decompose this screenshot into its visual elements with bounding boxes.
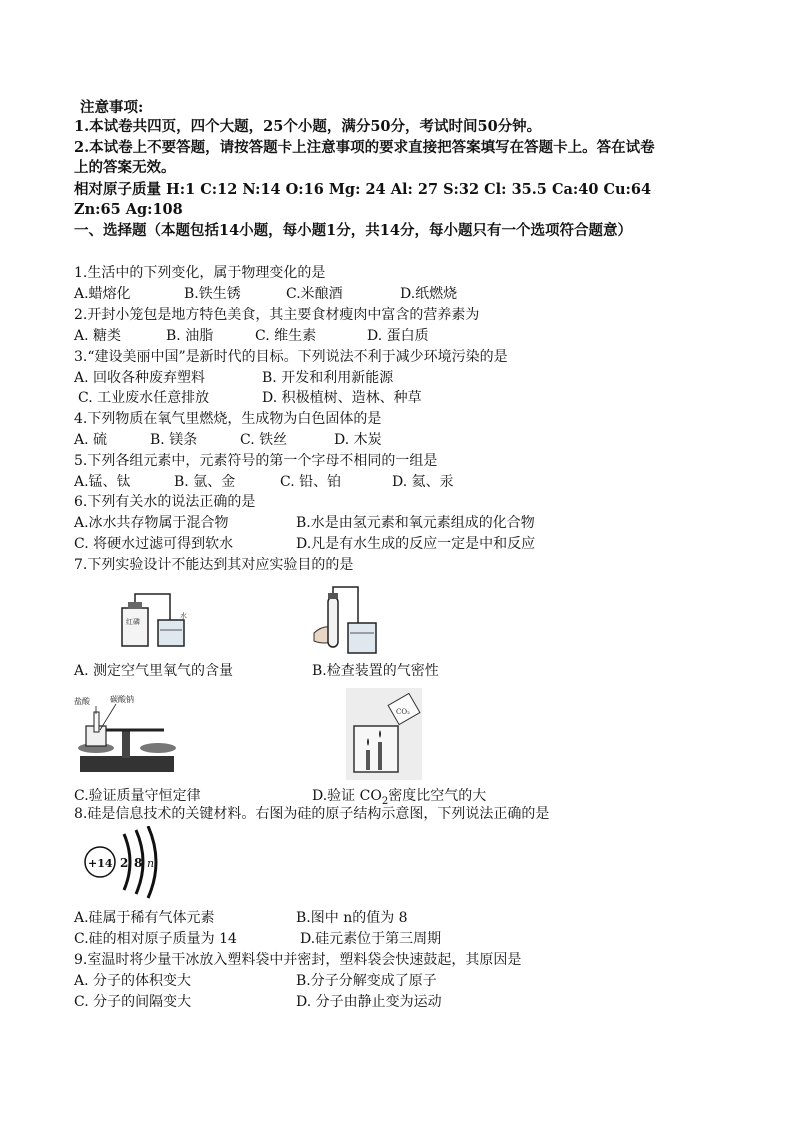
q6-option-a: A.冰水共存物属于混合物 xyxy=(74,515,229,531)
stopper-icon xyxy=(128,602,142,609)
sodium-carbonate-label: 碳酸钠 xyxy=(110,695,134,704)
red-phosphorus-label: 红磷 xyxy=(126,618,140,626)
q3-stem: 3.“建设美丽中国”是新时代的目标。下列说法不利于减少环境污染的是 xyxy=(74,349,508,365)
q8-figure-silicon-atom-structure xyxy=(80,826,170,902)
q9-option-c: C. 分子的间隔变大 xyxy=(74,994,192,1010)
nucleus-charge: +14 xyxy=(88,857,113,870)
notice-item-1: 1.本试卷共四页，四个大题，25个小题，满分50分，考试时间50分钟。 xyxy=(74,118,542,135)
q7-stem: 7.下列实验设计不能达到其对应实验目的的是 xyxy=(74,557,354,573)
beaker-icon xyxy=(348,623,376,653)
beaker-icon xyxy=(354,726,398,772)
q2-stem: 2.开封小笼包是地方特色美食，其主要食材瘦肉中富含的营养素为 xyxy=(74,307,480,323)
candle-icon xyxy=(378,742,382,770)
q7-option-b: B.检查装置的气密性 xyxy=(312,663,439,679)
flask-icon xyxy=(122,608,148,646)
hydrochloric-acid-label: 盐酸 xyxy=(74,697,90,706)
q6-option-b: B.水是由氢元素和氧元素组成的化合物 xyxy=(296,515,535,531)
q7-option-d-text-end: 密度比空气的大 xyxy=(388,788,487,804)
candle-icon xyxy=(366,750,370,770)
q5-option-b: B. 氩、金 xyxy=(174,474,236,490)
q4-option-b: B. 镁条 xyxy=(150,432,198,448)
q7-figure-c-balance-apparatus xyxy=(72,690,182,778)
q1-option-d: D.纸燃烧 xyxy=(400,286,458,302)
q1-option-b: B.铁生锈 xyxy=(184,286,241,302)
shell-2-electrons: 8 xyxy=(134,856,143,870)
q9-option-d: D. 分子由静止变为运动 xyxy=(296,994,442,1010)
q8-option-d: D.硅元素位于第三周期 xyxy=(300,931,442,947)
q8-option-a: A.硅属于稀有气体元素 xyxy=(74,910,215,926)
q7-figure-d-co2-candles-apparatus xyxy=(346,688,422,780)
q4-stem: 4.下列物质在氧气里燃烧，生成物为白色固体的是 xyxy=(74,411,382,427)
notice-item-2b: 上的答案无效。 xyxy=(74,159,176,176)
q7-option-c: C.验证质量守恒定律 xyxy=(74,788,201,804)
test-tube-icon xyxy=(328,597,338,647)
q2-option-d: D. 蛋白质 xyxy=(367,328,429,344)
test-tube-icon xyxy=(94,712,99,732)
q5-option-a: A.锰、钛 xyxy=(74,474,131,490)
q5-option-d: D. 氦、汞 xyxy=(392,474,454,490)
q3-option-a: A. 回收各种废弃塑料 xyxy=(74,370,206,386)
q2-option-b: B. 油脂 xyxy=(166,328,214,344)
q8-stem: 8.硅是信息技术的关键材料。右图为硅的原子结构示意图，下列说法正确的是 xyxy=(74,806,550,822)
q4-option-a: A. 硫 xyxy=(74,432,108,448)
q7-option-d xyxy=(312,785,486,807)
q2-option-a: A. 糖类 xyxy=(74,328,122,344)
q2-option-c: C. 维生素 xyxy=(255,328,317,344)
q3-option-b: B. 开发和利用新能源 xyxy=(262,370,394,386)
q5-stem: 5.下列各组元素中，元素符号的第一个字母不相同的一组是 xyxy=(74,453,438,469)
q6-option-c: C. 将硬水过滤可得到软水 xyxy=(74,536,234,552)
q8-option-b: B.图中 n的值为 8 xyxy=(296,910,408,926)
beaker-icon xyxy=(158,620,184,646)
balance-pan-right-icon xyxy=(140,743,176,753)
q3-option-d: D. 积极植树、造林、种草 xyxy=(262,390,422,406)
co2-bottle-label: CO₂ xyxy=(396,708,410,716)
q3-option-c: C. 工业废水任意排放 xyxy=(78,390,210,406)
q7-figure-b-airtightness-apparatus xyxy=(312,585,382,655)
shell-1-electrons: 2 xyxy=(120,856,129,870)
q7-option-d-text: D.验证 CO xyxy=(312,788,382,804)
notice-title: 注意事项: xyxy=(80,99,144,116)
q1-option-a: A.蜡熔化 xyxy=(74,286,131,302)
q6-stem: 6.下列有关水的说法正确的是 xyxy=(74,494,256,510)
q6-option-d: D.凡是有水生成的反应一定是中和反应 xyxy=(296,536,536,552)
q9-option-b: B.分子分解变成了原子 xyxy=(296,973,437,989)
q4-option-d: D. 木炭 xyxy=(334,432,382,448)
balance-base-icon xyxy=(80,756,174,772)
section-1-title: 一、选择题（本题包括14小题，每小题1分，共14分，每小题只有一个选项符合题意） xyxy=(74,222,632,239)
q9-option-a: A. 分子的体积变大 xyxy=(74,973,192,989)
q7-option-d-subscript: 2 xyxy=(381,795,389,807)
q7-option-a: A. 测定空气里氧气的含量 xyxy=(74,663,234,679)
q7-figure-a-oxygen-apparatus xyxy=(120,590,190,650)
q1-stem: 1.生活中的下列变化，属于物理变化的是 xyxy=(74,265,326,281)
q1-option-c: C.米酿酒 xyxy=(286,286,343,302)
q4-option-c: C. 铁丝 xyxy=(240,432,288,448)
shell-3-electrons: n xyxy=(147,857,155,870)
notice-item-2a: 2.本试卷上不要答题，请按答题卡上注意事项的要求直接把答案填写在答题卡上。答在试卷 xyxy=(74,139,655,156)
q8-option-c: C.硅的相对原子质量为 14 xyxy=(74,931,237,947)
q5-option-c: C. 铅、铂 xyxy=(280,474,342,490)
water-label: 水 xyxy=(180,612,187,620)
atomic-mass-line-2: Zn:65 Ag:108 xyxy=(74,201,183,218)
atomic-mass-line-1: 相对原子质量 H:1 C:12 N:14 O:16 Mg: 24 Al: 27 S:32 Cl: 35.5 Ca:40 Cu:64 xyxy=(74,181,652,198)
q9-stem: 9.室温时将少量干冰放入塑料袋中并密封，塑料袋会快速鼓起，其原因是 xyxy=(74,952,522,968)
